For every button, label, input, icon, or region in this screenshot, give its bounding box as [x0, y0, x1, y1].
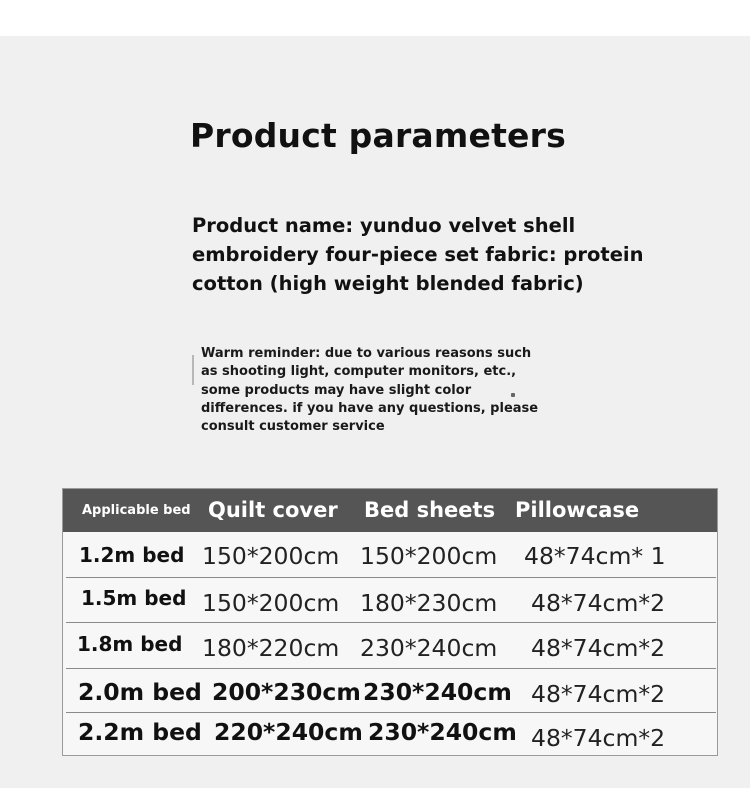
cell-pillowcase: 48*74cm*2: [531, 634, 666, 662]
header-pillowcase: Pillowcase: [515, 498, 640, 522]
product-description-line: cotton (high weight blended fabric): [192, 272, 584, 295]
cell-bed-sheets: 150*200cm: [360, 542, 498, 570]
cell-bed-sheets: 230*240cm: [368, 718, 517, 746]
header-quilt-cover: Quilt cover: [208, 498, 338, 522]
cell-quilt-cover: 220*240cm: [214, 718, 363, 746]
table-header: [63, 489, 717, 532]
decorative-mark: [192, 355, 194, 385]
reminder-line: as shooting light, computer monitors, etc.,: [201, 364, 517, 380]
cell-bed-size: 2.0m bed: [78, 678, 202, 706]
cell-bed-size: 1.2m bed: [79, 543, 185, 567]
table-row: [66, 579, 716, 623]
table-row: [66, 625, 716, 669]
cell-quilt-cover: 200*230cm: [212, 678, 361, 706]
cell-bed-size: 1.5m bed: [81, 586, 187, 610]
product-description: [192, 211, 662, 298]
table-row: [66, 714, 716, 754]
product-description-line: embroidery four-piece set fabric: protein: [192, 243, 644, 266]
page-title: Product parameters: [190, 116, 566, 155]
cell-bed-sheets: 230*240cm: [363, 678, 512, 706]
cell-bed-size: 1.8m bed: [77, 632, 183, 656]
cell-bed-size: 2.2m bed: [78, 718, 202, 746]
cell-bed-sheets: 230*240cm: [360, 634, 498, 662]
reminder-line: consult customer service: [201, 419, 385, 435]
header-applicable-bed: Applicable bed: [82, 503, 191, 518]
size-table: [62, 488, 718, 756]
product-description-line: Product name: yunduo velvet shell: [192, 214, 576, 237]
cell-quilt-cover: 150*200cm: [202, 542, 340, 570]
table-row: [66, 535, 716, 578]
cell-pillowcase: 48*74cm*2: [531, 589, 666, 617]
cell-quilt-cover: 150*200cm: [202, 589, 340, 617]
cell-pillowcase: 48*74cm*2: [531, 680, 666, 708]
reminder-line: some products may have slight color: [201, 382, 472, 398]
cell-pillowcase: 48*74cm*2: [531, 724, 666, 752]
cell-bed-sheets: 180*230cm: [360, 589, 498, 617]
cell-quilt-cover: 180*220cm: [202, 634, 340, 662]
reminder-line: Warm reminder: due to various reasons such: [201, 346, 532, 361]
reminder-line: differences. if you have any questions, please: [201, 400, 539, 416]
warm-reminder: [201, 345, 539, 436]
header-bed-sheets: Bed sheets: [364, 498, 496, 522]
cell-pillowcase: 48*74cm* 1: [524, 542, 666, 570]
table-row: [66, 671, 716, 713]
